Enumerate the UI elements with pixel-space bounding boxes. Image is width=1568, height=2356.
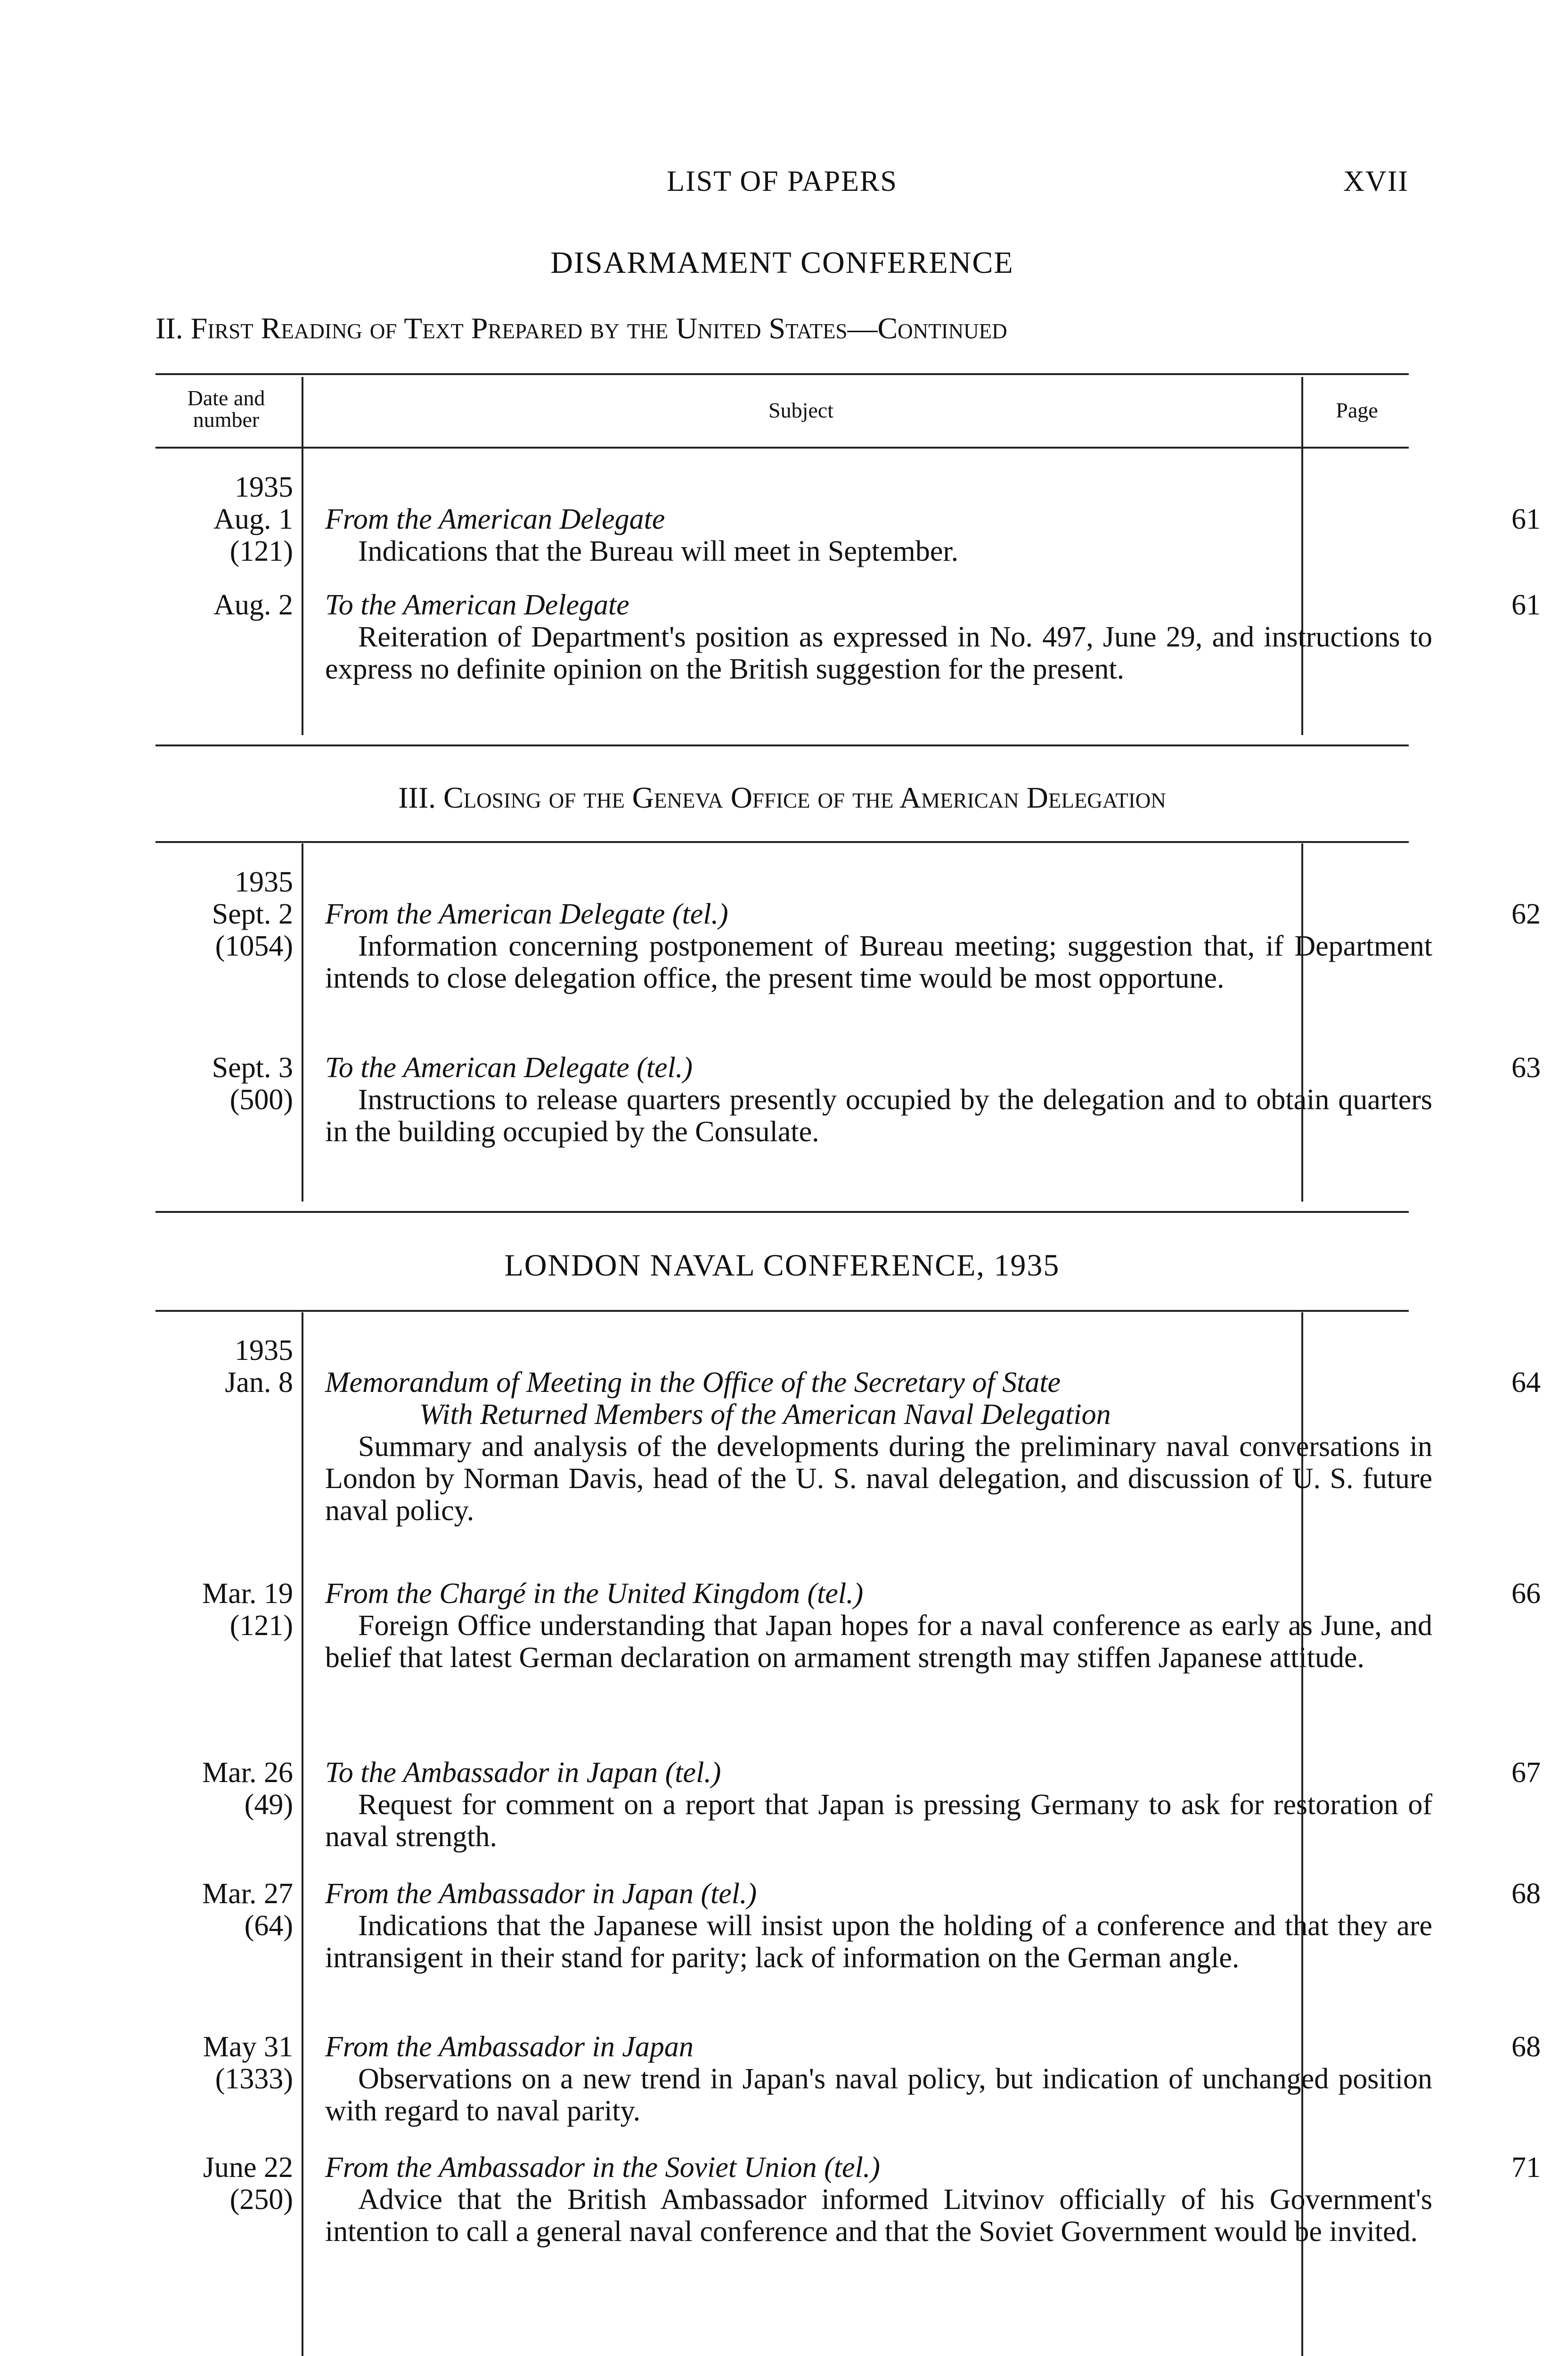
page-number: XVII <box>1343 165 1409 197</box>
entry-subject: To the American Delegate (tel.) Instructions to release quarters presently occupied by the delegation and to obtain quarters in the building occupied by the Consulate. <box>325 1052 1432 1148</box>
entry-subject: From the American Delegate Indications that the Bureau will meet in September. <box>325 503 959 567</box>
entry-page: 61 <box>1511 503 1541 535</box>
entry-date: 1935 Sept. 2 (1054) <box>212 866 293 962</box>
table1-header-rule <box>155 447 1409 449</box>
entry-date: 1935 Jan. 8 <box>225 1334 293 1399</box>
entry-page: 66 <box>1511 1578 1541 1610</box>
running-head <box>155 165 1409 203</box>
table1-divider-left <box>302 377 303 735</box>
entry-date: 1935 Aug. 1 (121) <box>213 471 293 567</box>
table2-divider-right <box>1301 843 1303 1202</box>
entry-date: Mar. 19 (121) <box>202 1578 293 1642</box>
entry-page: 62 <box>1511 898 1541 930</box>
entry-date: Mar. 27 (64) <box>202 1878 293 1942</box>
entry-subject: To the Ambassador in Japan (tel.) Request for comment on a report that Japan is pressing Germany to ask for restoration of naval strength. <box>325 1757 1432 1853</box>
running-title: LIST OF PAPERS <box>667 165 898 197</box>
table3-top-rule <box>155 1310 1409 1312</box>
entry-date: Sept. 3 (500) <box>212 1052 293 1116</box>
section-3-heading: III. Closing of the Geneva Office of the American Delegation <box>398 781 1166 814</box>
entry-date: Mar. 26 (49) <box>202 1757 293 1821</box>
entry-subject: To the American Delegate Reiteration of Department's position as expressed in No. 497, June 29, and instructions to express no definite opinion on the British suggestion for the present. <box>325 589 1432 685</box>
section-2-heading: II. First Reading of Text Prepared by the United States—Continued <box>155 311 1007 345</box>
table1-bottom-rule <box>155 744 1409 746</box>
column-header-page: Page <box>1336 398 1378 422</box>
entry-page: 71 <box>1511 2151 1541 2184</box>
entry-subject: From the Ambassador in the Soviet Union (tel.) Advice that the British Ambassador informed Litvinov officially of his Government's intention to call a general naval conference and that the Soviet Government would be invited. <box>325 2151 1432 2248</box>
entry-date: June 22 (250) <box>203 2151 293 2216</box>
column-header-subject: Subject <box>768 398 833 422</box>
entry-subject: From the Chargé in the United Kingdom (tel.) Foreign Office understanding that Japan hopes for a naval conference as early as June, and belief that latest German declaration on armament strength may stiffen Japanese attitude. <box>325 1578 1432 1674</box>
table2-top-rule <box>155 841 1409 843</box>
table3-divider-left <box>302 1312 303 2356</box>
entry-page: 68 <box>1511 2031 1541 2063</box>
entry-subject: From the American Delegate (tel.) Information concerning postponement of Bureau meeting; suggestion that, if Department intends to close delegation office, the present time would be most opportune. <box>325 898 1432 994</box>
entry-page: 67 <box>1511 1757 1541 1789</box>
table2-divider-left <box>302 843 303 1202</box>
entry-subject: Memorandum of Meeting in the Office of the Secretary of State With Returned Members of the American Naval Delegation Summary and analysis of the developments during the preliminary naval conversations in London by Norman Davis, head of the U. S. naval delegation, and discussion of U. S. future naval policy. <box>325 1366 1432 1527</box>
entry-date: May 31 (1333) <box>203 2031 293 2095</box>
entry-page: 61 <box>1511 589 1541 621</box>
conference-title: DISARMAMENT CONFERENCE <box>550 245 1014 280</box>
entry-subject: From the Ambassador in Japan (tel.) Indications that the Japanese will insist upon the holding of a conference and that they are intransigent in their stand for parity; lack of information on the German angle. <box>325 1878 1432 1974</box>
entry-subject: From the Ambassador in Japan Observations on a new trend in Japan's naval policy, but indication of unchanged position with regard to naval parity. <box>325 2031 1432 2127</box>
entry-page: 63 <box>1511 1052 1541 1084</box>
column-header-date: Date and number <box>187 386 265 432</box>
table2-bottom-rule <box>155 1211 1409 1213</box>
table1-top-rule <box>155 373 1409 375</box>
entry-page: 68 <box>1511 1878 1541 1910</box>
entry-date: Aug. 2 <box>213 589 293 621</box>
entry-page: 64 <box>1511 1366 1541 1399</box>
london-conference-title: LONDON NAVAL CONFERENCE, 1935 <box>504 1248 1060 1283</box>
